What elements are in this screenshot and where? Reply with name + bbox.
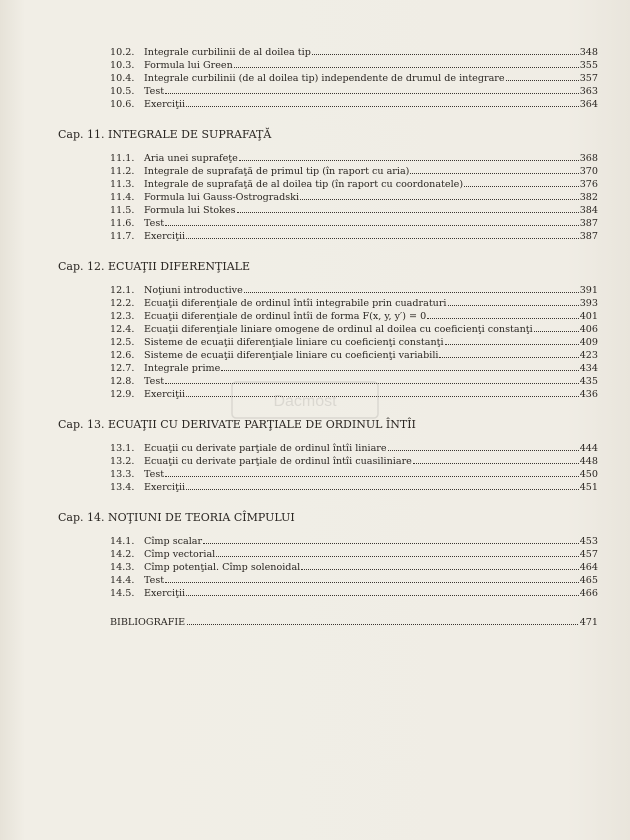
chapter-title: Cap. 12. ECUAŢII DIFERENŢIALE bbox=[58, 260, 250, 273]
bibliography-entry bbox=[110, 616, 598, 630]
page-number: 450 bbox=[579, 469, 598, 480]
dot-leader bbox=[448, 297, 579, 306]
section-number: 14.4. bbox=[110, 575, 135, 586]
toc-entry bbox=[110, 442, 598, 455]
section-number: 13.1. bbox=[110, 443, 135, 454]
section-title: Test bbox=[144, 218, 165, 229]
dot-leader bbox=[165, 217, 579, 226]
section-title: Integrale prime bbox=[144, 363, 221, 374]
dot-leader bbox=[216, 548, 578, 557]
dot-leader bbox=[237, 204, 579, 213]
section-title: Integrale curbilinii (de al doilea tip) independente de drumul de integrare bbox=[144, 73, 505, 84]
toc-entry bbox=[110, 468, 598, 481]
page-number: 355 bbox=[579, 60, 598, 71]
toc-entry bbox=[110, 349, 598, 362]
toc-entry bbox=[110, 455, 598, 468]
toc-entry bbox=[110, 548, 598, 561]
section-number: 11.4. bbox=[110, 192, 135, 203]
section-number: 14.2. bbox=[110, 549, 135, 560]
page-number: 465 bbox=[579, 575, 598, 586]
page-number: 444 bbox=[579, 443, 598, 454]
dot-leader bbox=[445, 336, 579, 345]
page-number: 436 bbox=[579, 389, 598, 400]
chapters-list bbox=[58, 127, 598, 600]
toc-entry bbox=[110, 481, 598, 494]
dot-leader bbox=[221, 362, 578, 371]
toc-entry bbox=[110, 178, 598, 191]
dot-leader bbox=[388, 442, 579, 451]
section-title: Ecuaţii diferenţiale de ordinul întîi integrabile prin cuadraturi bbox=[144, 298, 447, 309]
section-number: 11.5. bbox=[110, 205, 135, 216]
dot-leader bbox=[186, 98, 579, 107]
chapter-title: Cap. 11. INTEGRALE DE SUPRAFAŢĂ bbox=[58, 128, 272, 141]
dot-leader bbox=[312, 46, 579, 55]
section-number: 14.1. bbox=[110, 536, 135, 547]
watermark-text: Dacmost bbox=[273, 393, 337, 410]
section-number: 14.3. bbox=[110, 562, 135, 573]
toc-entry bbox=[110, 284, 598, 297]
page-number: 457 bbox=[579, 549, 598, 560]
section-title: Formula lui Green bbox=[144, 60, 233, 71]
page-number: 448 bbox=[579, 456, 598, 467]
toc-entry bbox=[110, 46, 598, 59]
section-title: Cîmp potenţial. Cîmp solenoidal bbox=[144, 562, 301, 573]
toc-entry bbox=[110, 310, 598, 323]
dot-leader bbox=[165, 468, 579, 477]
section-number: 12.4. bbox=[110, 324, 135, 335]
section-title: Test bbox=[144, 86, 165, 97]
dot-leader bbox=[427, 310, 578, 319]
section-number: 12.5. bbox=[110, 337, 135, 348]
section-title: Exerciţii bbox=[144, 99, 186, 110]
section-number: 13.4. bbox=[110, 482, 135, 493]
dot-leader bbox=[234, 59, 579, 68]
dot-leader bbox=[186, 481, 579, 490]
section-title: Exerciţii bbox=[144, 231, 186, 242]
toc-entry bbox=[110, 59, 598, 72]
chapter-title: Cap. 14. NOŢIUNI DE TEORIA CÎMPULUI bbox=[58, 511, 295, 524]
dot-leader bbox=[413, 455, 579, 464]
dot-leader bbox=[165, 574, 579, 583]
section-number: 12.2. bbox=[110, 298, 135, 309]
section-number: 10.4. bbox=[110, 73, 135, 84]
page-number: 364 bbox=[579, 99, 598, 110]
toc-entry bbox=[110, 297, 598, 310]
section-number: 12.8. bbox=[110, 376, 135, 387]
page-number: 401 bbox=[579, 311, 598, 322]
section-number: 11.6. bbox=[110, 218, 135, 229]
section-title: Sisteme de ecuaţii diferenţiale liniare cu coeficienţi constanţi bbox=[144, 337, 444, 348]
toc-entry bbox=[110, 535, 598, 548]
dot-leader bbox=[300, 191, 579, 200]
toc-entry bbox=[110, 323, 598, 336]
toc-entry bbox=[110, 85, 598, 98]
chapter-section bbox=[58, 510, 598, 600]
dot-leader bbox=[187, 616, 578, 625]
section-title: Noţiuni introductive bbox=[144, 285, 243, 296]
page-number: 409 bbox=[579, 337, 598, 348]
section-number: 10.3. bbox=[110, 60, 135, 71]
section-title: Test bbox=[144, 469, 165, 480]
page-number: 363 bbox=[579, 86, 598, 97]
toc-entry bbox=[110, 165, 598, 178]
page-number: 348 bbox=[579, 47, 598, 58]
section-title: Exerciţii bbox=[144, 389, 186, 400]
toc-entry bbox=[110, 561, 598, 574]
section-title: Exerciţii bbox=[144, 588, 186, 599]
dot-leader bbox=[301, 561, 578, 570]
section-title: Ecuaţii diferenţiale liniare omogene de ordinul al doilea cu coeficienţi constanţi bbox=[144, 324, 533, 335]
toc-entry bbox=[110, 574, 598, 587]
section-title: Sisteme de ecuaţii diferenţiale liniare cu coeficienţi variabili bbox=[144, 350, 439, 361]
section-number: 12.3. bbox=[110, 311, 135, 322]
section-number: 10.5. bbox=[110, 86, 135, 97]
continued-section bbox=[58, 46, 598, 111]
section-title: Cîmp vectorial bbox=[144, 549, 216, 560]
toc-entry bbox=[110, 204, 598, 217]
toc-entry bbox=[110, 152, 598, 165]
toc-entry bbox=[110, 230, 598, 243]
page-number: 368 bbox=[579, 153, 598, 164]
dot-leader bbox=[464, 178, 579, 187]
page-number: 451 bbox=[579, 482, 598, 493]
dot-leader bbox=[165, 85, 579, 94]
section-title: Cîmp scalar bbox=[144, 536, 203, 547]
dot-leader bbox=[203, 535, 579, 544]
section-title: Ecuaţii cu derivate parţiale de ordinul întîi cuasiliniare bbox=[144, 456, 412, 467]
toc-entry bbox=[110, 98, 598, 111]
section-title: Integrale de suprafaţă de primul tip (în raport cu aria) bbox=[144, 166, 410, 177]
page-number: 466 bbox=[579, 588, 598, 599]
section-number: 10.2. bbox=[110, 47, 135, 58]
watermark-logo bbox=[230, 380, 380, 420]
section-title: Formula lui Stokes bbox=[144, 205, 236, 216]
dot-leader bbox=[186, 587, 579, 596]
page-number: 357 bbox=[579, 73, 598, 84]
page-number: 434 bbox=[579, 363, 598, 374]
page-number: 406 bbox=[579, 324, 598, 335]
chapter-title: Cap. 13. ECUAŢII CU DERIVATE PARŢIALE DE ORDINUL ÎNTÎI bbox=[58, 418, 416, 431]
section-number: 11.3. bbox=[110, 179, 135, 190]
section-number: 12.7. bbox=[110, 363, 135, 374]
section-number: 10.6. bbox=[110, 99, 135, 110]
page-number: 370 bbox=[579, 166, 598, 177]
page-number: 387 bbox=[579, 218, 598, 229]
section-number: 12.1. bbox=[110, 285, 135, 296]
section-title: Exerciţii bbox=[144, 482, 186, 493]
chapter-section bbox=[58, 127, 598, 243]
toc-entry bbox=[110, 587, 598, 600]
dot-leader bbox=[186, 230, 579, 239]
section-number: 13.3. bbox=[110, 469, 135, 480]
toc-entry bbox=[110, 336, 598, 349]
page-number: 382 bbox=[579, 192, 598, 203]
section-title: Test bbox=[144, 376, 165, 387]
section-title: Aria unei suprafeţe bbox=[144, 153, 238, 164]
dot-leader bbox=[410, 165, 578, 174]
page-number: 393 bbox=[579, 298, 598, 309]
section-number: 11.7. bbox=[110, 231, 135, 242]
section-title: Ecuaţii diferenţiale de ordinul întîi de forma F(x, y, y′) = 0 bbox=[144, 311, 427, 322]
page-number: 387 bbox=[579, 231, 598, 242]
section-number: 13.2. bbox=[110, 456, 135, 467]
toc-entry bbox=[110, 362, 598, 375]
section-title: Test bbox=[144, 575, 165, 586]
chapter-section bbox=[58, 417, 598, 494]
dot-leader bbox=[439, 349, 578, 358]
page-number: 384 bbox=[579, 205, 598, 216]
dot-leader bbox=[244, 284, 579, 293]
page-number: 464 bbox=[579, 562, 598, 573]
section-title: Formula lui Gauss-Ostrogradski bbox=[144, 192, 300, 203]
page-number: 435 bbox=[579, 376, 598, 387]
bibliography-page: 471 bbox=[579, 617, 598, 628]
dot-leader bbox=[239, 152, 579, 161]
section-number: 12.6. bbox=[110, 350, 135, 361]
section-title: Integrale curbilinii de al doilea tip bbox=[144, 47, 311, 58]
page-number: 376 bbox=[579, 179, 598, 190]
bibliography-label: BIBLIOGRAFIE bbox=[110, 617, 186, 628]
toc-entry bbox=[110, 217, 598, 230]
section-number: 11.1. bbox=[110, 153, 135, 164]
table-of-contents bbox=[58, 46, 598, 630]
toc-entry bbox=[110, 191, 598, 204]
section-number: 14.5. bbox=[110, 588, 135, 599]
page-number: 423 bbox=[579, 350, 598, 361]
section-number: 12.9. bbox=[110, 389, 135, 400]
page-number: 391 bbox=[579, 285, 598, 296]
toc-entry bbox=[110, 72, 598, 85]
section-title: Ecuaţii cu derivate parţiale de ordinul întîi liniare bbox=[144, 443, 387, 454]
dot-leader bbox=[506, 72, 579, 81]
page-number: 453 bbox=[579, 536, 598, 547]
section-title: Integrale de suprafaţă de al doilea tip (în raport cu coordonatele) bbox=[144, 179, 464, 190]
dot-leader bbox=[534, 323, 579, 332]
section-number: 11.2. bbox=[110, 166, 135, 177]
